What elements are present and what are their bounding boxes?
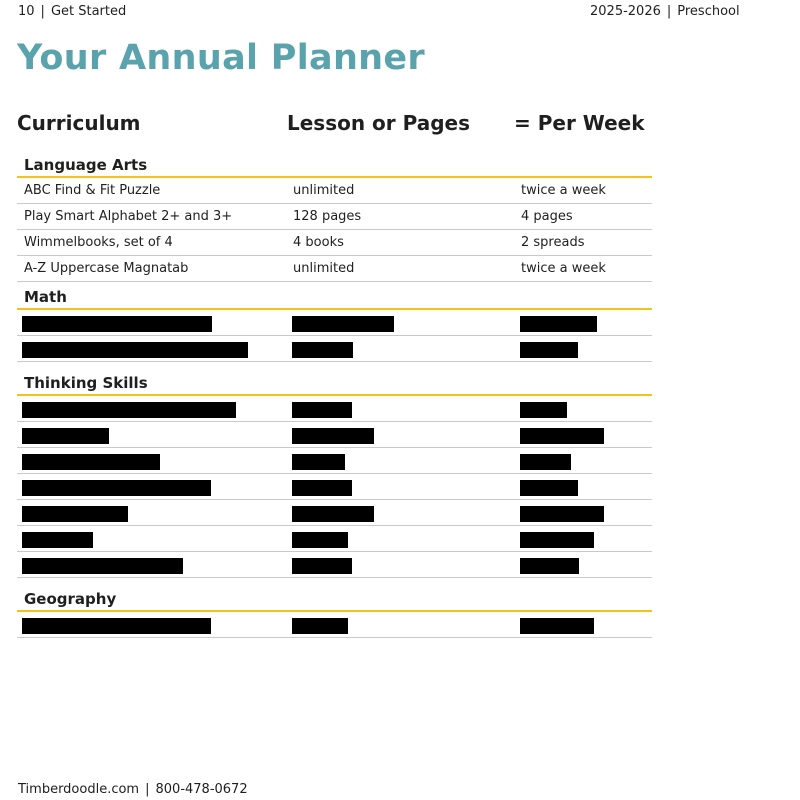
header-separator: |: [666, 4, 672, 19]
lesson-cell: unlimited: [293, 261, 355, 276]
table-row-redacted: [17, 612, 652, 638]
school-year: 2025-2026: [590, 4, 661, 19]
section-heading-math: Math: [17, 282, 652, 310]
redaction-bar: [22, 342, 248, 358]
table-row-redacted: [17, 396, 652, 422]
redaction-bar: [22, 428, 109, 444]
redaction-bar: [292, 454, 345, 470]
table-row-redacted: [17, 474, 652, 500]
redaction-bar: [520, 428, 604, 444]
table-row-redacted: [17, 526, 652, 552]
redaction-bar: [520, 618, 594, 634]
redaction-bar: [292, 532, 348, 548]
planner-table: [17, 150, 652, 638]
redaction-bar: [22, 506, 128, 522]
redaction-bar: [292, 428, 374, 444]
column-header-curriculum: Curriculum: [17, 111, 141, 135]
redaction-bar: [520, 480, 578, 496]
redaction-bar: [22, 454, 160, 470]
section-name: Get Started: [50, 4, 127, 19]
page-number: 10: [18, 4, 35, 19]
table-row-redacted: [17, 552, 652, 578]
redaction-bar: [292, 618, 348, 634]
per-week-cell: twice a week: [521, 183, 606, 198]
table-row-redacted: [17, 310, 652, 336]
redaction-bar: [520, 506, 604, 522]
redaction-bar: [292, 342, 353, 358]
redaction-bar: [520, 316, 597, 332]
column-header-lesson: Lesson or Pages: [287, 111, 471, 135]
redaction-bar: [292, 316, 394, 332]
curriculum-cell: A-Z Uppercase Magnatab: [24, 261, 189, 276]
lesson-cell: unlimited: [293, 183, 355, 198]
table-row: [17, 256, 652, 282]
column-header-per-week: = Per Week: [514, 111, 645, 135]
redaction-bar: [520, 558, 579, 574]
section-heading-thinking-skills: Thinking Skills: [17, 368, 652, 396]
redaction-bar: [22, 316, 212, 332]
lesson-cell: 128 pages: [293, 209, 362, 224]
table-row-redacted: [17, 448, 652, 474]
redaction-bar: [520, 402, 567, 418]
lesson-cell: 4 books: [293, 235, 344, 250]
redaction-bar: [520, 454, 571, 470]
footer-phone: 800-478-0672: [155, 782, 248, 797]
redaction-bar: [292, 480, 352, 496]
redaction-bar: [292, 506, 374, 522]
page-header-left: [18, 4, 126, 19]
section-heading-language-arts: Language Arts: [17, 150, 652, 178]
page-title: Your Annual Planner: [17, 38, 425, 78]
footer-separator: |: [145, 782, 150, 797]
section-heading-geography: Geography: [17, 584, 652, 612]
grade-level: Preschool: [677, 4, 740, 19]
table-row: [17, 230, 652, 256]
redaction-bar: [22, 480, 211, 496]
table-row-redacted: [17, 500, 652, 526]
per-week-cell: twice a week: [521, 261, 606, 276]
redaction-bar: [292, 402, 352, 418]
per-week-cell: 2 spreads: [521, 235, 585, 250]
footer-site: Timberdoodle.com: [18, 782, 140, 797]
table-row-redacted: [17, 422, 652, 448]
redaction-bar: [520, 342, 578, 358]
curriculum-cell: ABC Find & Fit Puzzle: [24, 183, 161, 198]
page-header-right: [590, 4, 740, 19]
curriculum-cell: Play Smart Alphabet 2+ and 3+: [24, 209, 233, 224]
header-separator: |: [40, 4, 45, 19]
table-row: [17, 178, 652, 204]
table-row-redacted: [17, 336, 652, 362]
curriculum-cell: Wimmelbooks, set of 4: [24, 235, 173, 250]
table-row: [17, 204, 652, 230]
redaction-bar: [292, 558, 352, 574]
page-footer: [18, 782, 248, 797]
redaction-bar: [22, 558, 183, 574]
redaction-bar: [22, 532, 93, 548]
redaction-bar: [22, 402, 236, 418]
redaction-bar: [22, 618, 211, 634]
per-week-cell: 4 pages: [521, 209, 573, 224]
redaction-bar: [520, 532, 594, 548]
